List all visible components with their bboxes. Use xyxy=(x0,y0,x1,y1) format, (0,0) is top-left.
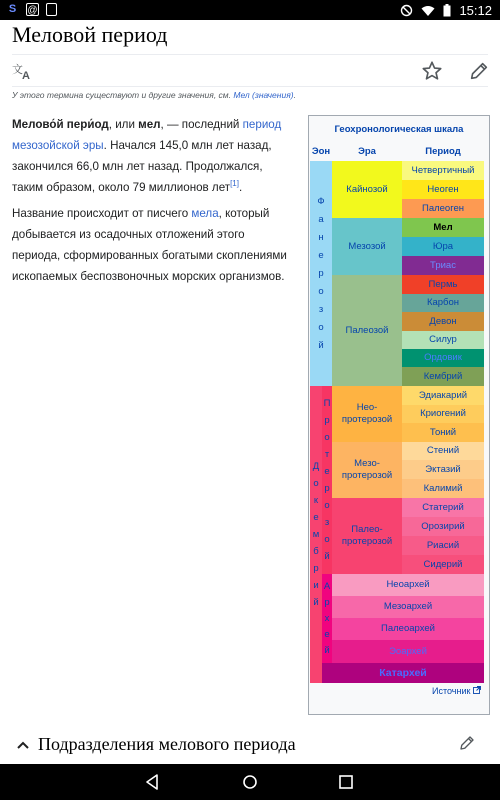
eon-letter: з xyxy=(324,517,330,528)
eon-letter: й xyxy=(324,551,330,562)
eon-letter: з xyxy=(318,303,324,315)
period-cryogenian[interactable]: Криогений xyxy=(402,405,484,423)
eon-letter: р xyxy=(313,563,319,574)
eon-letter: и xyxy=(313,580,319,591)
eon-letter: б xyxy=(313,546,319,557)
period-tonian[interactable]: Тоний xyxy=(402,423,484,442)
period-neogene[interactable]: Неоген xyxy=(402,180,484,199)
period-paleogene[interactable]: Палеоген xyxy=(402,199,484,218)
external-link-icon xyxy=(473,686,481,694)
divider xyxy=(12,86,488,87)
eon-letter: й xyxy=(318,339,324,351)
link-chalk[interactable]: мела xyxy=(191,207,219,220)
hatnote xyxy=(12,90,296,100)
navigation-bar xyxy=(0,764,500,800)
period-rhyacian[interactable]: Риасий xyxy=(402,536,484,555)
period-ordovician[interactable]: Ордовик xyxy=(402,349,484,367)
s-app-icon: S xyxy=(8,3,17,15)
wifi-icon xyxy=(421,5,435,17)
bold-term: Мелово́й пери́од xyxy=(12,118,109,131)
back-icon[interactable] xyxy=(143,772,163,792)
era-paleoarchean[interactable]: Палеоархей xyxy=(332,618,484,640)
eon-letter: о xyxy=(313,478,319,489)
period-statherian[interactable]: Статерий xyxy=(402,498,484,517)
eon-letter: р xyxy=(324,596,330,608)
period-jurassic[interactable]: Юра xyxy=(402,237,484,256)
eon-letter: е xyxy=(318,249,324,261)
mute-icon xyxy=(400,4,413,17)
period-cambrian[interactable]: Кембрий xyxy=(402,367,484,386)
eon-letter: о xyxy=(318,321,324,333)
bold-term: мел xyxy=(138,118,161,131)
text: . xyxy=(238,181,243,194)
eon-hadean[interactable]: Катархей xyxy=(322,663,484,683)
edit-icon[interactable] xyxy=(468,60,490,82)
period-ediacaran[interactable]: Эдиакарий xyxy=(402,386,484,405)
eon-letter: р xyxy=(324,415,330,426)
era-mesoarchean[interactable]: Мезоархей xyxy=(332,596,484,618)
svg-text:文: 文 xyxy=(12,64,23,76)
era-cenozoic[interactable]: Кайнозой xyxy=(332,161,402,218)
hatnote-suffix: . xyxy=(293,90,296,100)
eon-letter: Д xyxy=(312,461,320,472)
edit-icon[interactable] xyxy=(458,734,476,752)
text: Название происходит от писчего xyxy=(12,207,192,220)
era-mesozoic[interactable]: Мезозой xyxy=(332,218,402,275)
supereon-precambrian[interactable] xyxy=(310,386,322,683)
period-calymmian[interactable]: Калимий xyxy=(402,479,484,498)
era-eoarchean[interactable]: Эоархей xyxy=(332,640,484,663)
period-devonian[interactable]: Девон xyxy=(402,312,484,331)
divider xyxy=(12,54,488,55)
reference-link[interactable]: [1] xyxy=(230,179,239,189)
eon-archean[interactable] xyxy=(322,574,332,663)
era-paleoproterozoic[interactable]: Палео-протерозой xyxy=(332,498,402,574)
notification-icon xyxy=(46,3,57,16)
period-orosirian[interactable]: Орозирий xyxy=(402,517,484,536)
section-heading[interactable]: Подразделения мелового периода xyxy=(38,734,296,754)
home-icon[interactable] xyxy=(240,772,260,792)
chevron-up-icon[interactable] xyxy=(16,738,30,752)
email-icon: @ xyxy=(27,5,38,16)
eon-letter: А xyxy=(323,580,331,592)
eon-letter: к xyxy=(313,495,319,506)
link-mesozoic-era[interactable]: мезозойской эры xyxy=(12,139,104,152)
period-ectasian[interactable]: Эктазий xyxy=(402,460,484,479)
era-paleozoic[interactable]: Палеозой xyxy=(332,275,402,386)
era-neoproterozoic[interactable]: Нео-протерозой xyxy=(332,386,402,442)
text: . Начался 145,0 млн лет назад, закончился 66,0 млн лет назад. Продолжался, таким образом, около 79 миллионов лет xyxy=(12,139,272,194)
eon-proterozoic[interactable] xyxy=(322,386,332,574)
page-title: Меловой период xyxy=(12,22,168,47)
star-icon[interactable] xyxy=(421,60,443,82)
hatnote-text: У этого термина существуют и другие значения, см. xyxy=(12,90,234,100)
eon-letter: П xyxy=(323,398,331,409)
eon-letter: й xyxy=(324,644,330,656)
eon-letter: а xyxy=(318,213,324,225)
infobox-source[interactable] xyxy=(432,686,481,696)
link-period[interactable]: период xyxy=(242,118,282,131)
eon-letter: н xyxy=(318,231,324,243)
era-neoarchean[interactable]: Неоархей xyxy=(332,574,484,596)
infobox-title[interactable]: Геохронологическая шкала xyxy=(334,124,464,135)
header-eon[interactable]: Эон xyxy=(311,146,331,157)
period-cretaceous: Мел xyxy=(402,218,484,237)
eon-letter: й xyxy=(313,597,319,608)
recents-icon[interactable] xyxy=(336,772,356,792)
period-quaternary[interactable]: Четвертичный xyxy=(402,161,484,180)
period-stenian[interactable]: Стений xyxy=(402,442,484,460)
etymology-paragraph xyxy=(12,203,294,287)
eon-letter: о xyxy=(324,432,330,443)
text: , — последний xyxy=(160,118,243,131)
eon-letter: Ф xyxy=(317,195,325,207)
clock: 15:12 xyxy=(459,3,492,18)
eon-letter: е xyxy=(313,512,319,523)
eon-phanerozoic[interactable] xyxy=(310,161,332,386)
header-period[interactable]: Период xyxy=(425,146,461,157)
period-siderian[interactable]: Сидерий xyxy=(402,555,484,574)
eon-letter: о xyxy=(318,285,324,297)
period-triassic[interactable]: Триас xyxy=(402,256,484,275)
status-bar xyxy=(0,0,500,20)
eon-letter: р xyxy=(318,267,324,279)
text: , который добывается из осадочных отложений этого периода, сформированных богатыми скоплениями ископаемых беспозвоночных морских организмов. xyxy=(12,207,287,283)
eon-letter: х xyxy=(324,612,330,624)
eon-letter: о xyxy=(324,500,330,511)
era-mesoproterozoic[interactable]: Мезо-протерозой xyxy=(332,442,402,498)
header-era[interactable]: Эра xyxy=(358,146,376,157)
source-link[interactable]: Источник xyxy=(432,686,471,696)
language-icon[interactable] xyxy=(12,62,34,80)
period-carboniferous[interactable]: Карбон xyxy=(402,294,484,312)
eon-letter: е xyxy=(324,628,330,640)
eon-letter: р xyxy=(324,483,330,494)
eon-letter: м xyxy=(312,529,320,540)
period-permian[interactable]: Пермь xyxy=(402,275,484,294)
eon-letter: о xyxy=(324,534,330,545)
battery-icon xyxy=(443,4,451,17)
eon-letter: е xyxy=(324,466,330,477)
svg-text:A: A xyxy=(22,70,30,80)
period-silurian[interactable]: Силур xyxy=(402,331,484,349)
eon-letter: т xyxy=(324,449,330,460)
hatnote-link[interactable]: Мел (значения) xyxy=(233,90,294,100)
intro-paragraph xyxy=(12,114,294,198)
text: , или xyxy=(108,118,139,131)
